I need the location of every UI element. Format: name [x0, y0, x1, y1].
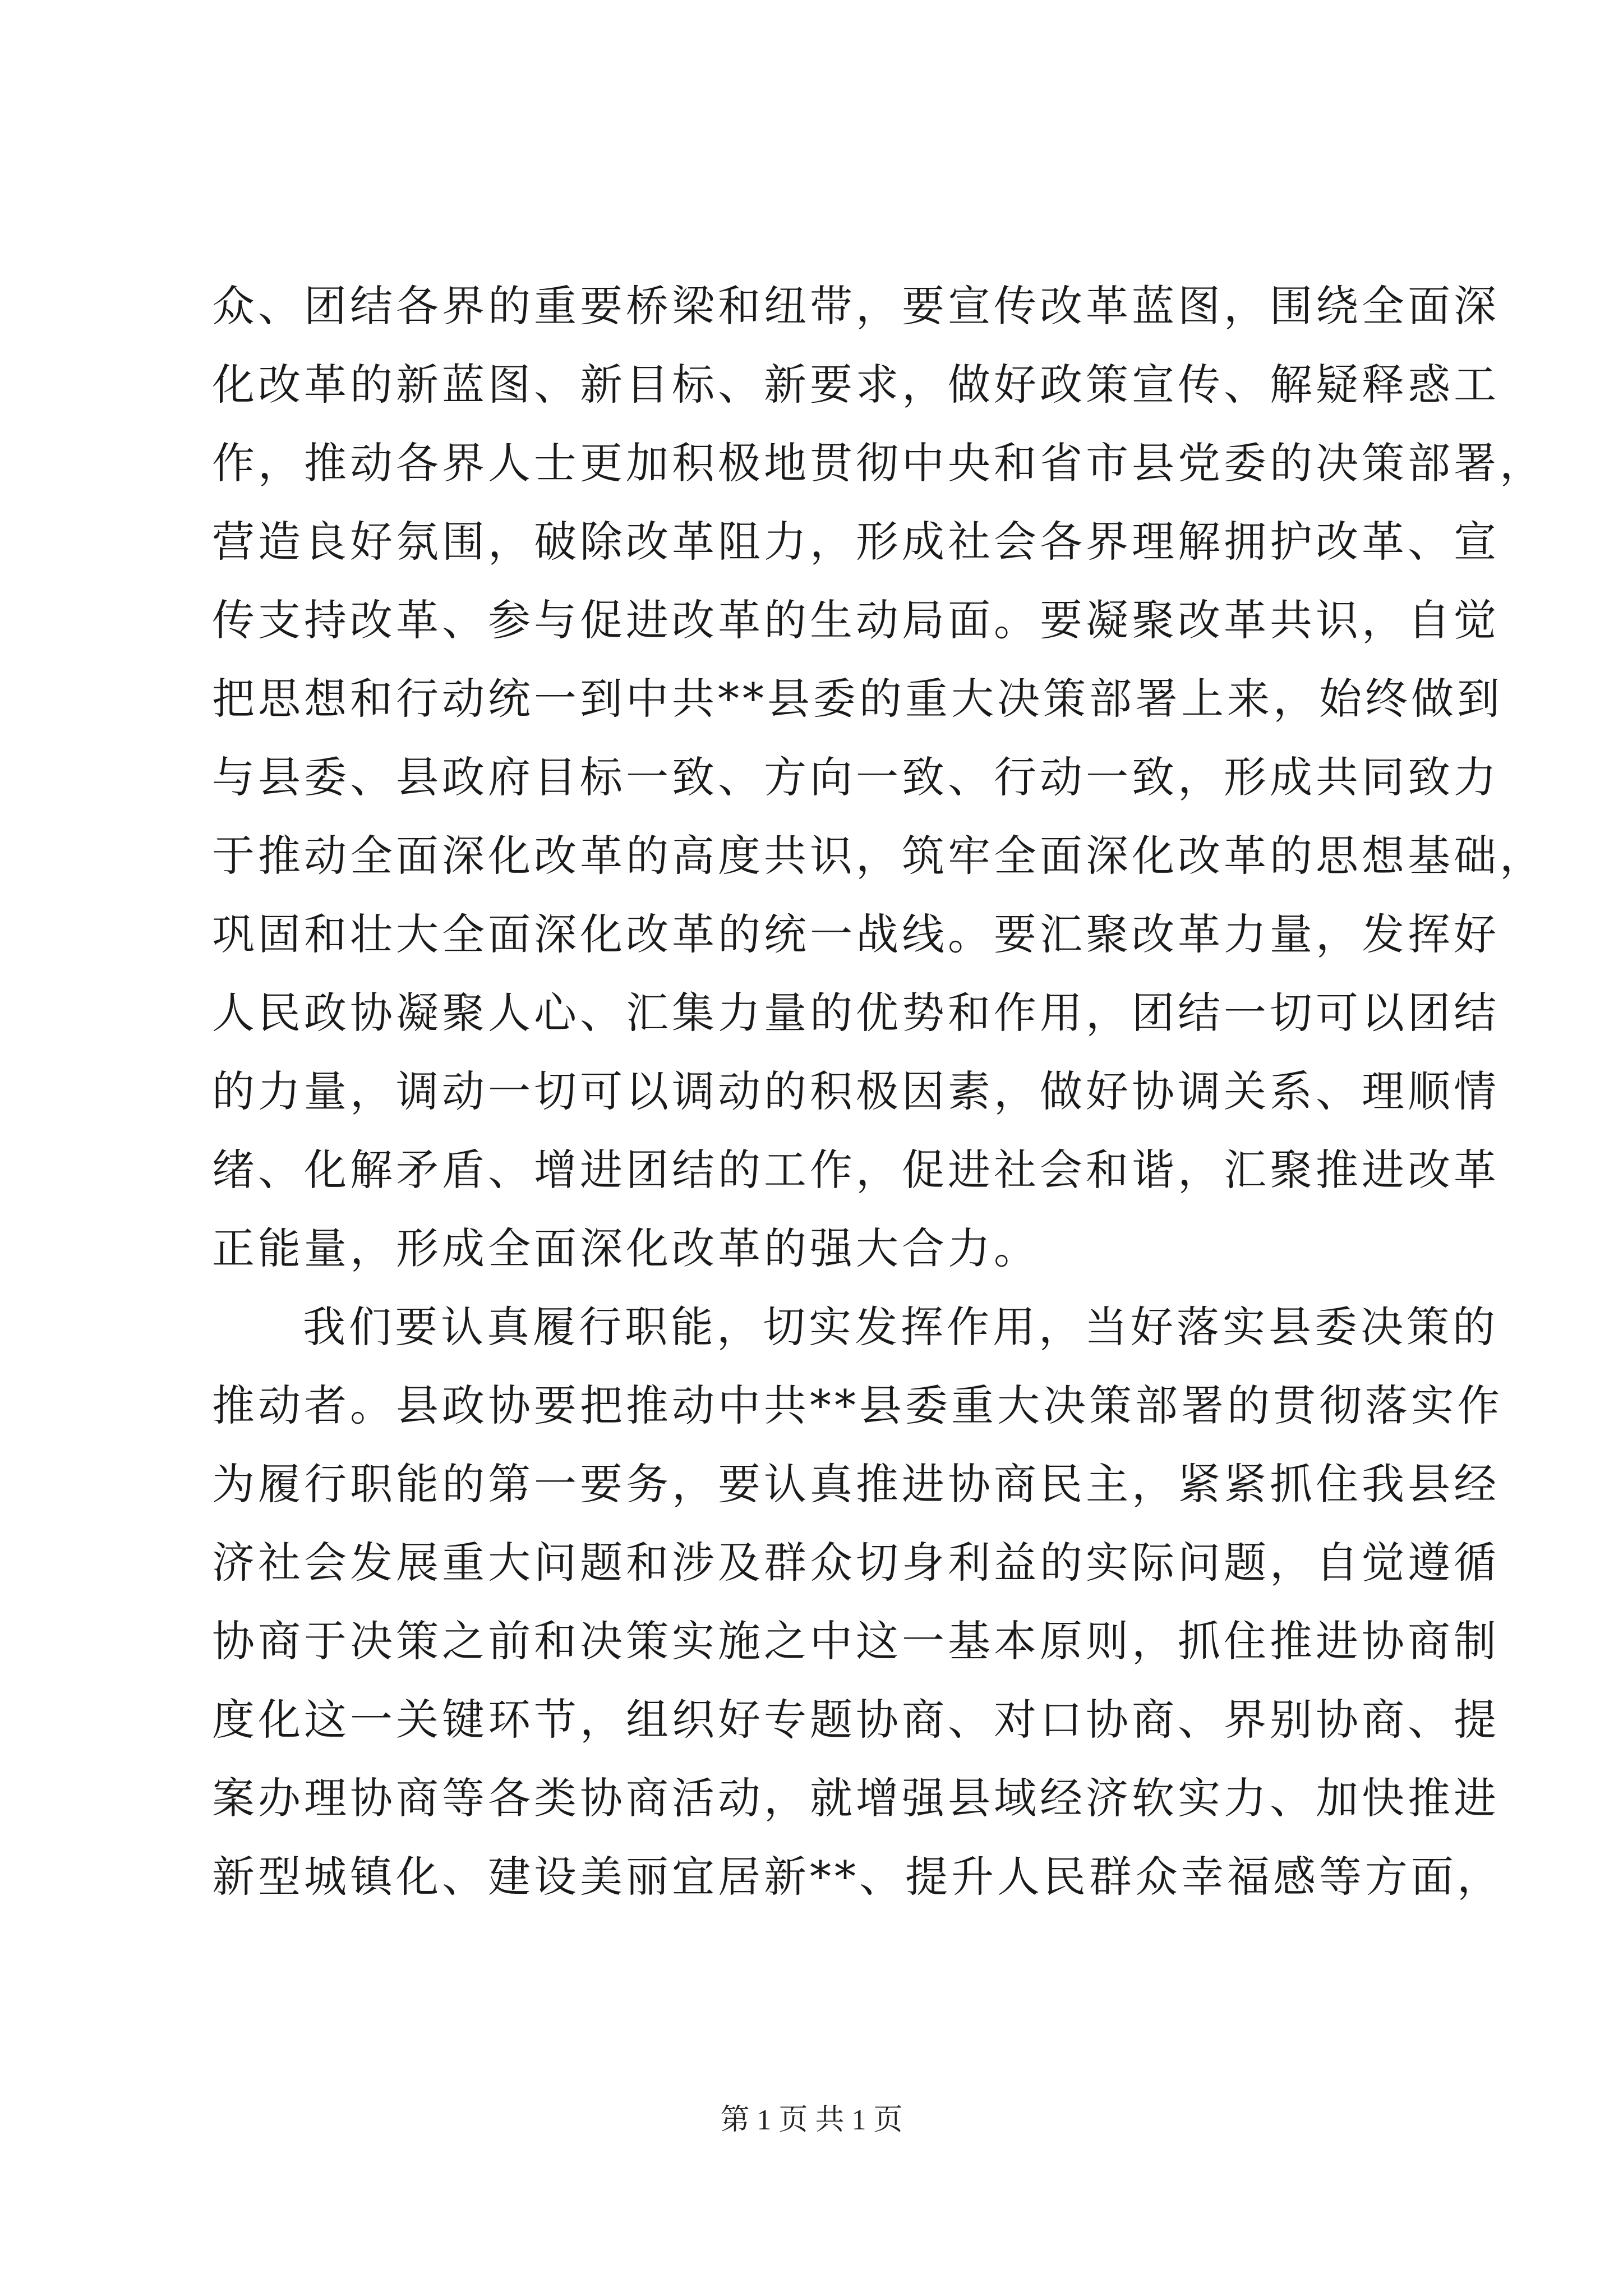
text-line: 作，推动各界人士更加积极地贯彻中央和省市县党委的决策部署，	[212, 438, 1546, 488]
text-line: 正能量，形成全面深化改革的强大合力。	[212, 1223, 1040, 1273]
text-line: 众、团结各界的重要桥梁和纽带，要宣传改革蓝图，围绕全面深	[212, 281, 1500, 331]
text-line: 协商于决策之前和决策实施之中这一基本原则，抓住推进协商制	[212, 1616, 1500, 1666]
text-line: 为履行职能的第一要务，要认真推进协商民主，紧紧抓住我县经	[212, 1459, 1500, 1509]
text-line: 巩固和壮大全面深化改革的统一战线。要汇聚改革力量，发挥好	[212, 909, 1500, 959]
text-line: 营造良好氛围，破除改革阻力，形成社会各界理解拥护改革、宣	[212, 517, 1500, 567]
text-line: 传支持改革、参与促进改革的生动局面。要凝聚改革共识，自觉	[212, 595, 1500, 645]
text-line: 案办理协商等各类协商活动，就增强县域经济软实力、加快推进	[212, 1773, 1500, 1823]
text-line: 于推动全面深化改革的高度共识，筑牢全面深化改革的思想基础，	[212, 831, 1546, 881]
text-line: 与县委、县政府目标一致、方向一致、行动一致，形成共同致力	[212, 752, 1500, 802]
text-line: 的力量，调动一切可以调动的积极因素，做好协调关系、理顺情	[212, 1066, 1500, 1116]
page-number-footer: 第 1 页 共 1 页	[720, 2104, 903, 2136]
text-line: 化改革的新蓝图、新目标、新要求，做好政策宣传、解疑释惑工	[212, 360, 1500, 409]
text-line: 济社会发展重大问题和涉及群众切身利益的实际问题，自觉遵循	[212, 1538, 1500, 1588]
text-line: 绪、化解矛盾、增进团结的工作，促进社会和谐，汇聚推进改革	[212, 1145, 1500, 1195]
text-line: 推动者。县政协要把推动中共**县委重大决策部署的贯彻落实作	[212, 1381, 1503, 1430]
text-line: 把思想和行动统一到中共**县委的重大决策部署上来，始终做到	[212, 674, 1503, 724]
text-line: 新型城镇化、建设美丽宜居新**、提升人民群众幸福感等方面，	[212, 1852, 1503, 1902]
text-line: 人民政协凝聚人心、汇集力量的优势和作用，团结一切可以团结	[212, 988, 1500, 1038]
paragraph-start-line: 我们要认真履行职能，切实发挥作用，当好落实县委决策的	[303, 1302, 1498, 1352]
text-line: 度化这一关键环节，组织好专题协商、对口协商、界别协商、提	[212, 1695, 1500, 1745]
